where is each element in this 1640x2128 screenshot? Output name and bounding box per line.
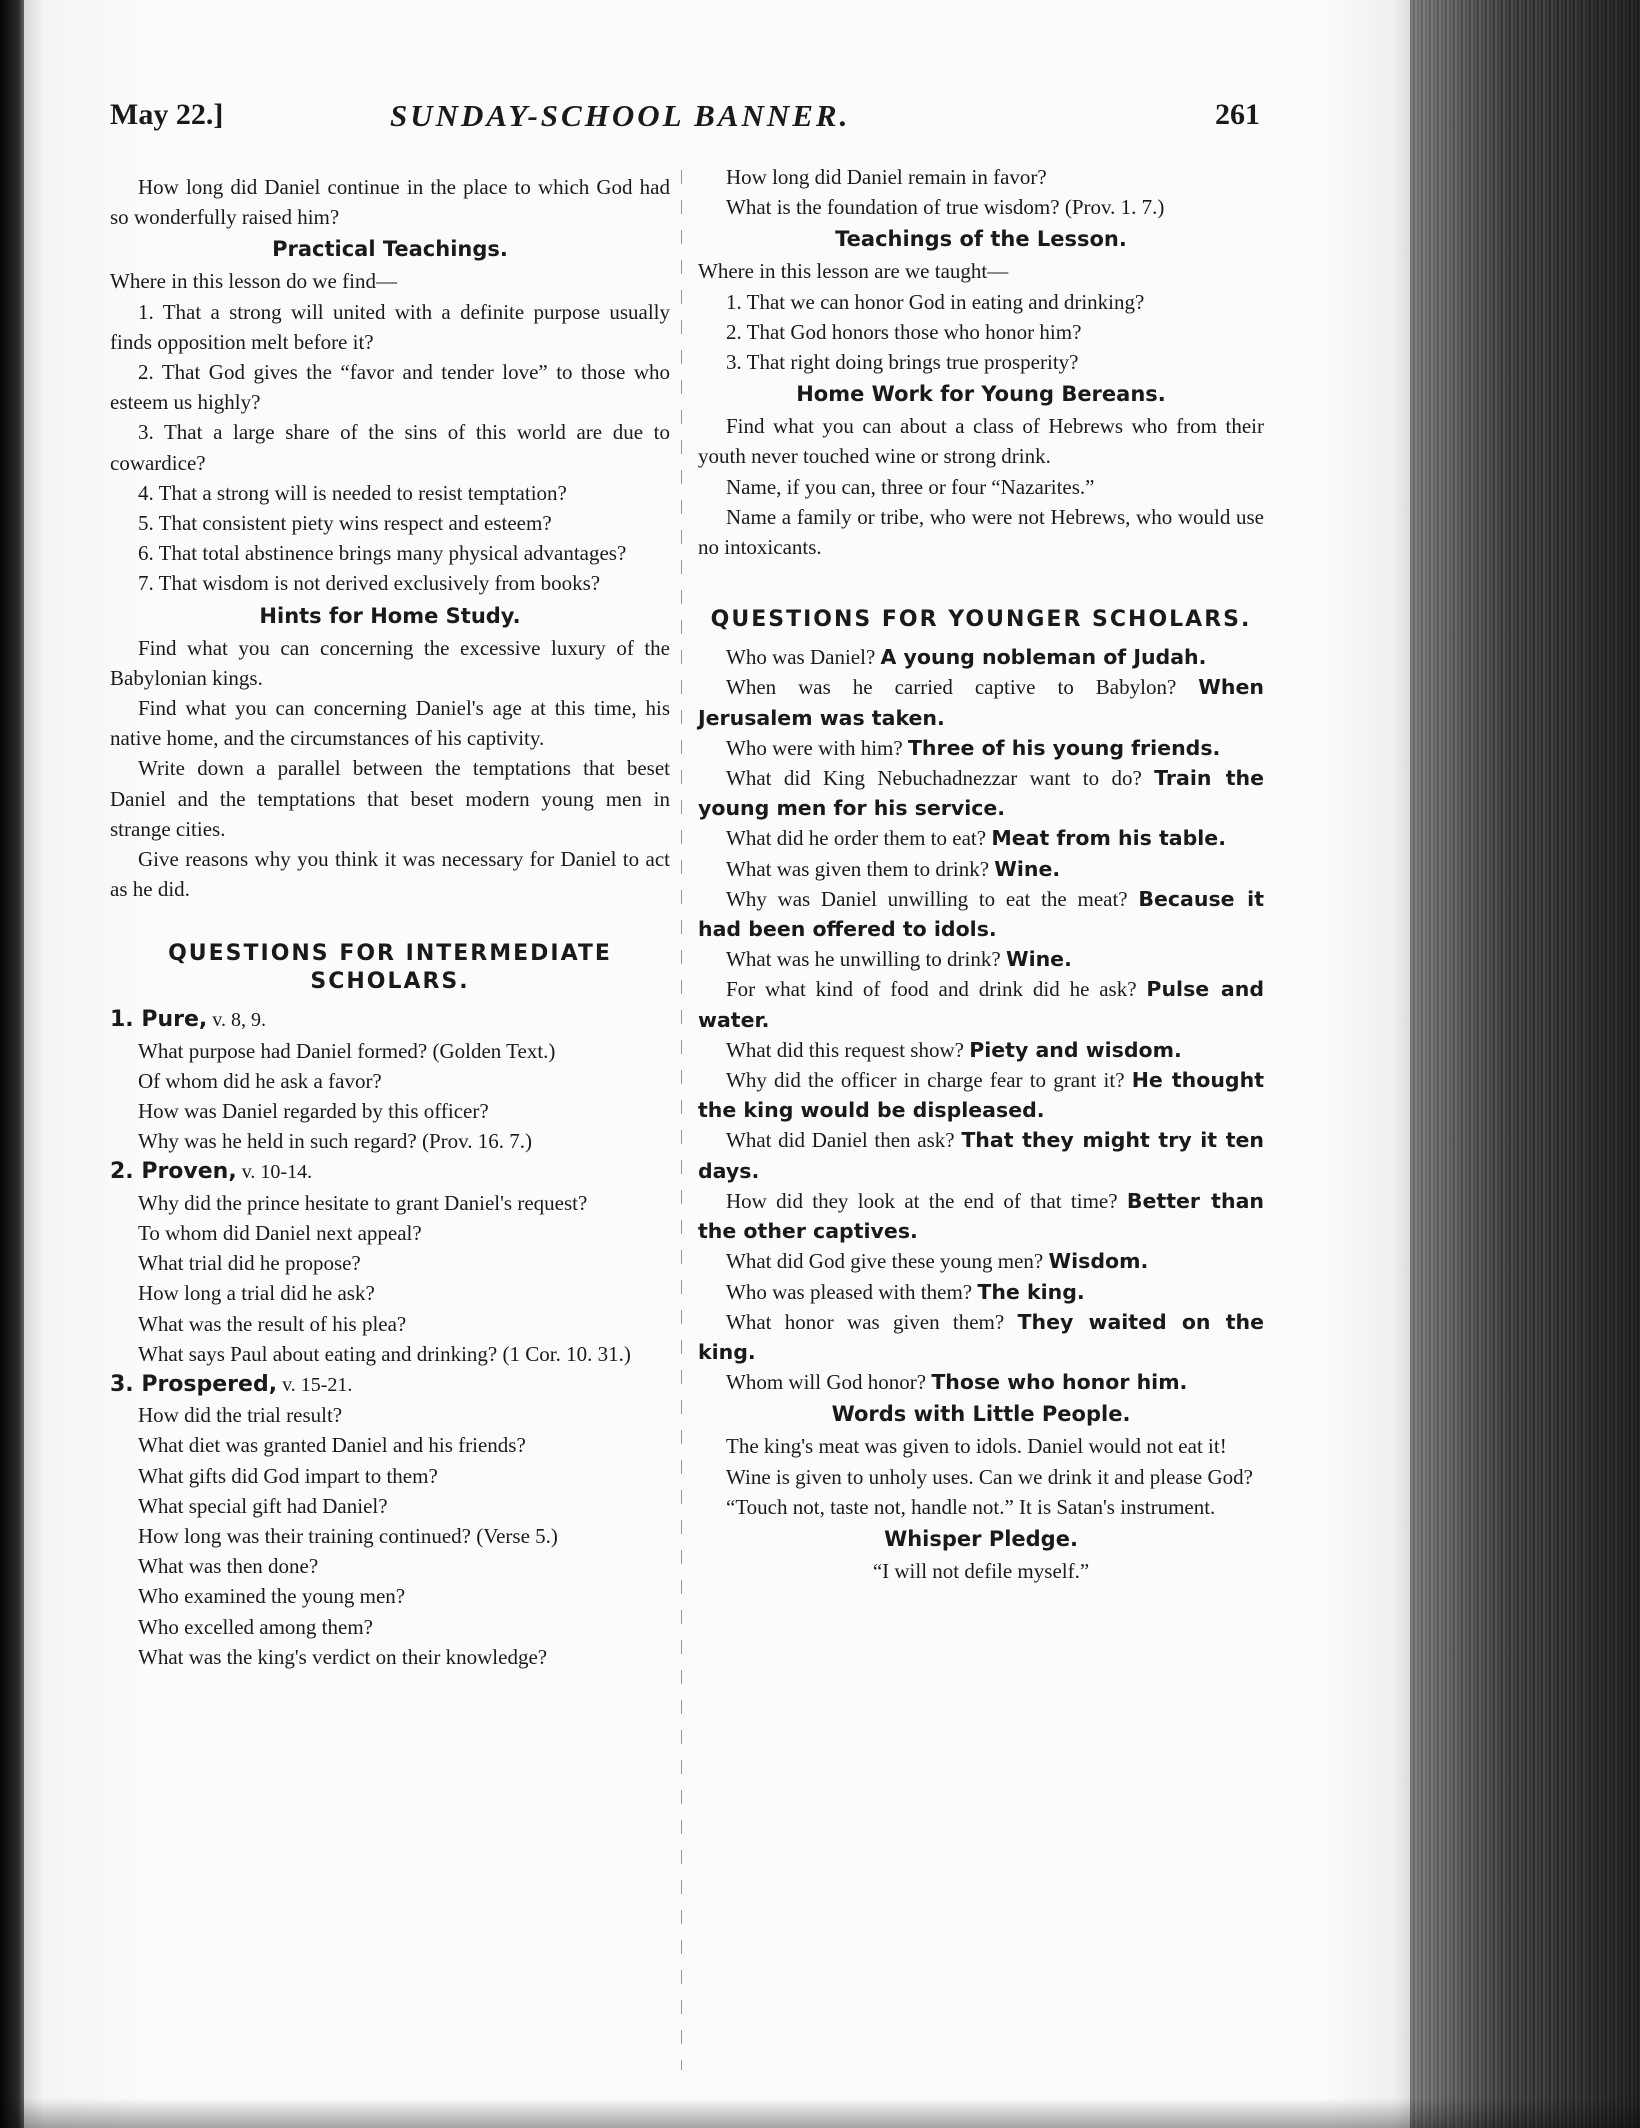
question: What special gift had Daniel?: [138, 1493, 388, 1518]
qa-item: [698, 1125, 1264, 1185]
qa-answer: Train the young men for his service.: [698, 766, 1265, 821]
qa-answer: When Jerusalem was taken.: [698, 675, 1265, 730]
qa-question: Why did the officer in charge fear to grant it?: [726, 1068, 1125, 1093]
qa-question: Who was Daniel?: [726, 645, 876, 670]
page-stack-edge: [1410, 0, 1640, 2128]
qa-question: What was given them to drink?: [726, 856, 990, 881]
practical-item: 1. That a strong will united with a definite purpose usually finds opposition melt before it?: [110, 299, 670, 354]
qa-item: [698, 1367, 1264, 1397]
header-title: SUNDAY-SCHOOL BANNER.: [390, 98, 851, 133]
bottom-shadow: [0, 2098, 1640, 2128]
practical-lead: Where in this lesson do we find—: [110, 269, 397, 294]
qa-question: Whom will God honor?: [726, 1370, 927, 1395]
right-column: [698, 162, 1264, 1586]
qa-question: What did Daniel then ask?: [726, 1128, 955, 1153]
question: To whom did Daniel next appeal?: [138, 1220, 422, 1245]
qa-answer: That they might try it ten days.: [698, 1128, 1265, 1183]
hint-item: Find what you can concerning the excessive luxury of the Babylonian kings.: [110, 635, 670, 690]
hint-item: Find what you can concerning Daniel's age at this time, his native home, and the circumstances of his captivity.: [110, 696, 670, 751]
qa-answer: Wine.: [994, 856, 1061, 881]
homework-item: Name, if you can, three or four “Nazarites.”: [726, 474, 1095, 499]
qa-item: [698, 854, 1264, 884]
question: How did the trial result?: [138, 1403, 343, 1428]
question: What was the king's verdict on their knowledge?: [138, 1644, 548, 1669]
question: Of whom did he ask a favor?: [138, 1068, 382, 1093]
younger-heading: QUESTIONS FOR YOUNGER SCHOLARS.: [710, 607, 1252, 633]
teachings-heading: Teachings of the Lesson.: [835, 227, 1127, 252]
qa-item: [698, 1246, 1264, 1276]
page-number: 261: [1215, 98, 1260, 131]
pledge-heading: Whisper Pledge.: [884, 1526, 1078, 1551]
qa-question: What did God give these young men?: [726, 1249, 1044, 1274]
question: What purpose had Daniel formed? (Golden Text.): [138, 1038, 556, 1063]
practical-item: 4. That a strong will is needed to resist temptation?: [138, 480, 567, 505]
qa-item: [698, 884, 1264, 944]
section-ref: v. 8, 9.: [207, 1009, 266, 1032]
qa-question: What was he unwilling to drink?: [726, 947, 1001, 972]
practical-teachings-heading: Practical Teachings.: [272, 237, 508, 262]
qa-question: What did he order them to eat?: [726, 826, 987, 851]
qa-answer: Piety and wisdom.: [969, 1037, 1182, 1062]
practical-item: 5. That consistent piety wins respect and esteem?: [138, 511, 552, 536]
qa-answer: Wisdom.: [1048, 1249, 1149, 1274]
question: What says Paul about eating and drinking? (1 Cor. 10. 31.): [138, 1341, 631, 1366]
younger-qa-list: [698, 642, 1264, 1397]
question: Who excelled among them?: [138, 1614, 373, 1639]
qa-question: What did this request show?: [726, 1037, 964, 1062]
homework-item: Name a family or tribe, who were not Hebrews, who would use no intoxicants.: [698, 504, 1264, 560]
section-ref: v. 10-14.: [236, 1161, 313, 1184]
homework-heading: Home Work for Young Bereans.: [796, 382, 1166, 407]
question: What gifts did God impart to them?: [138, 1463, 438, 1488]
question: What was the result of his plea?: [138, 1311, 407, 1336]
question: Who examined the young men?: [138, 1584, 406, 1609]
qa-answer: A young nobleman of Judah.: [880, 645, 1207, 670]
hints-heading: Hints for Home Study.: [259, 603, 521, 628]
teaching-item: 2. That God honors those who honor him?: [726, 319, 1082, 344]
running-head: [110, 98, 1260, 148]
practical-item: 3. That a large share of the sins of this world are due to cowardice?: [110, 420, 670, 475]
question: Why did the prince hesitate to grant Daniel's request?: [138, 1190, 588, 1215]
qa-question: What honor was given them?: [726, 1309, 1005, 1334]
teaching-item: 3. That right doing brings true prosperity?: [726, 350, 1079, 375]
qa-answer: Those who honor him.: [931, 1370, 1188, 1395]
qa-answer: Wine.: [1005, 947, 1072, 972]
qa-item: [698, 642, 1264, 672]
qa-item: [698, 1277, 1264, 1307]
qa-question: How did they look at the end of that time?: [726, 1188, 1118, 1213]
question: How long a trial did he ask?: [138, 1281, 375, 1306]
practical-item: 6. That total abstinence brings many physical advantages?: [138, 541, 627, 566]
question: How long was their training continued? (Verse 5.): [138, 1523, 558, 1548]
qa-item: [698, 1307, 1264, 1367]
homework-item: Find what you can about a class of Hebrews who from their youth never touched wine or strong drink.: [698, 414, 1264, 469]
little-item: The king's meat was given to idols. Daniel would not eat it!: [726, 1434, 1227, 1459]
qa-question: Why was Daniel unwilling to eat the meat?: [726, 886, 1128, 911]
qa-item: [698, 763, 1264, 823]
qa-item: [698, 1065, 1264, 1125]
qa-item: [698, 944, 1264, 974]
question: What trial did he propose?: [138, 1251, 361, 1276]
question: What was then done?: [138, 1554, 319, 1579]
intermediate-heading: QUESTIONS FOR INTERMEDIATE SCHOLARS.: [168, 941, 612, 995]
section-title: 1. Pure,: [110, 1007, 208, 1033]
qa-question: What did King Nebuchadnezzar want to do?: [726, 766, 1142, 791]
section-title: 2. Proven,: [110, 1159, 237, 1185]
qa-answer: Meat from his table.: [991, 826, 1226, 851]
hint-item: Write down a parallel between the temptations that beset Daniel and the temptations that beset modern young men in strange cities.: [110, 756, 670, 841]
intro-question: What is the foundation of true wisdom? (Prov. 1. 7.): [726, 195, 1165, 220]
practical-item: 2. That God gives the “favor and tender love” to those who esteem us highly?: [110, 360, 670, 415]
qa-item: [698, 672, 1264, 732]
teaching-item: 1. That we can honor God in eating and drinking?: [726, 289, 1145, 314]
question: How was Daniel regarded by this officer?: [138, 1099, 489, 1124]
lesson-section-title: [110, 1156, 670, 1187]
qa-answer: They waited on the king.: [698, 1309, 1264, 1364]
qa-answer: Three of his young friends.: [907, 735, 1221, 760]
left-column: [110, 172, 670, 1672]
question: What diet was granted Daniel and his friends?: [138, 1433, 526, 1458]
teachings-lead: Where in this lesson are we taught—: [698, 259, 1009, 284]
question: Why was he held in such regard? (Prov. 16. 7.): [138, 1129, 533, 1154]
qa-item: [698, 733, 1264, 763]
intro-question: How long did Daniel remain in favor?: [726, 165, 1047, 189]
section-title: 3. Prospered,: [110, 1371, 278, 1397]
qa-question: Who were with him?: [726, 735, 903, 760]
qa-question: Who was pleased with them?: [726, 1279, 973, 1304]
little-item: Wine is given to unholy uses. Can we drink it and please God?: [726, 1464, 1253, 1489]
section-ref: v. 15-21.: [277, 1373, 353, 1396]
practical-item: 7. That wisdom is not derived exclusively from books?: [138, 571, 601, 596]
pledge-text: “I will not defile myself.”: [872, 1558, 1090, 1583]
little-people-heading: Words with Little People.: [831, 1402, 1131, 1427]
qa-item: [698, 1186, 1264, 1246]
qa-question: When was he carried captive to Babylon?: [726, 675, 1177, 700]
qa-answer: He thought the king would be displeased.: [698, 1068, 1265, 1123]
qa-item: [698, 823, 1264, 853]
qa-item: [698, 974, 1264, 1034]
lesson-section-title: [110, 1004, 670, 1035]
qa-answer: Better than the other captives.: [698, 1188, 1265, 1244]
hint-item: Give reasons why you think it was necessary for Daniel to act as he did.: [110, 847, 670, 902]
intro-question: How long did Daniel continue in the place to which God had so wonderfully raised him?: [110, 175, 670, 230]
lesson-section-title: [110, 1369, 670, 1400]
qa-question: For what kind of food and drink did he ask?: [726, 977, 1137, 1002]
qa-answer: Because it had been offered to idols.: [698, 886, 1265, 942]
little-item: “Touch not, taste not, handle not.” It is Satan's instrument.: [726, 1494, 1216, 1519]
qa-answer: Pulse and water.: [698, 977, 1265, 1032]
qa-answer: The king.: [977, 1279, 1085, 1304]
header-date: May 22.]: [110, 98, 224, 131]
qa-item: [698, 1035, 1264, 1065]
column-divider: [681, 170, 682, 2070]
